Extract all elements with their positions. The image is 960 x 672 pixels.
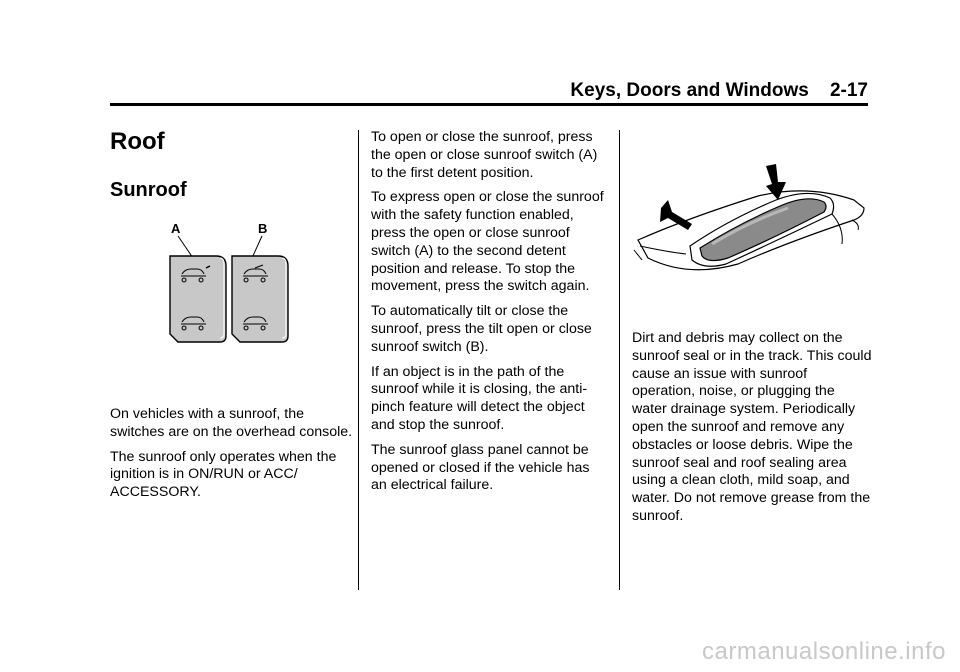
roof-sunroof-figure — [628, 160, 868, 280]
paragraph: The sunroof glass panel cannot be opened or closed if the vehicle has an electrical failure. — [371, 441, 590, 494]
column-2 — [371, 129, 609, 502]
figure-label-a: A — [171, 221, 181, 236]
watermark: carmanualsonline.info — [702, 638, 946, 665]
column-1-body — [110, 406, 354, 509]
switch-a — [170, 256, 226, 342]
paragraph: The sunroof only operates when the ignition is in ON/RUN or ACC/ ACCESSORY. — [110, 448, 337, 501]
column-divider-1 — [358, 130, 359, 590]
column-divider-2 — [619, 130, 620, 590]
column-3 — [632, 330, 872, 533]
figure-label-b: B — [258, 221, 268, 236]
page-number: 2-17 — [829, 80, 868, 101]
paragraph: If an object is in the path of the sunroof while it is closing, the anti-pinch feature will detect the object and stop the sunroof. — [371, 363, 588, 433]
heading-roof: Roof — [110, 128, 165, 155]
heading-sunroof: Sunroof — [110, 179, 187, 201]
sunroof-switch-figure — [160, 218, 305, 348]
page-header — [570, 80, 868, 102]
paragraph: To automatically tilt or close the sunroof, press the tilt open or close sunroof switch (B). — [371, 303, 592, 355]
paragraph: On vehicles with a sunroof, the switches are on the overhead console. — [110, 406, 353, 440]
column-1 — [110, 128, 350, 202]
paragraph: Dirt and debris may collect on the sunroof seal or in the track. This could cause an issue with sunroof operation, noise, or plugging the water drainage system. Periodically open the sunroof and remove any obstacles or loose debris. Wipe the sunroof seal and roof sealing area using a clean cloth, mild soap, and water. Do not remove grease from the sunroof. — [632, 330, 872, 524]
paragraph: To open or close the sunroof, press the open or close sunroof switch (A) to the first detent position. — [371, 129, 598, 181]
header-rule — [110, 103, 868, 106]
paragraph: To express open or close the sunroof with the safety function enabled, press the open or close sunroof switch (A) to the second detent position and release. To stop the movement, press the switch again. — [371, 189, 604, 295]
switch-b — [232, 256, 288, 342]
section-title: Keys, Doors and Windows — [570, 80, 809, 101]
